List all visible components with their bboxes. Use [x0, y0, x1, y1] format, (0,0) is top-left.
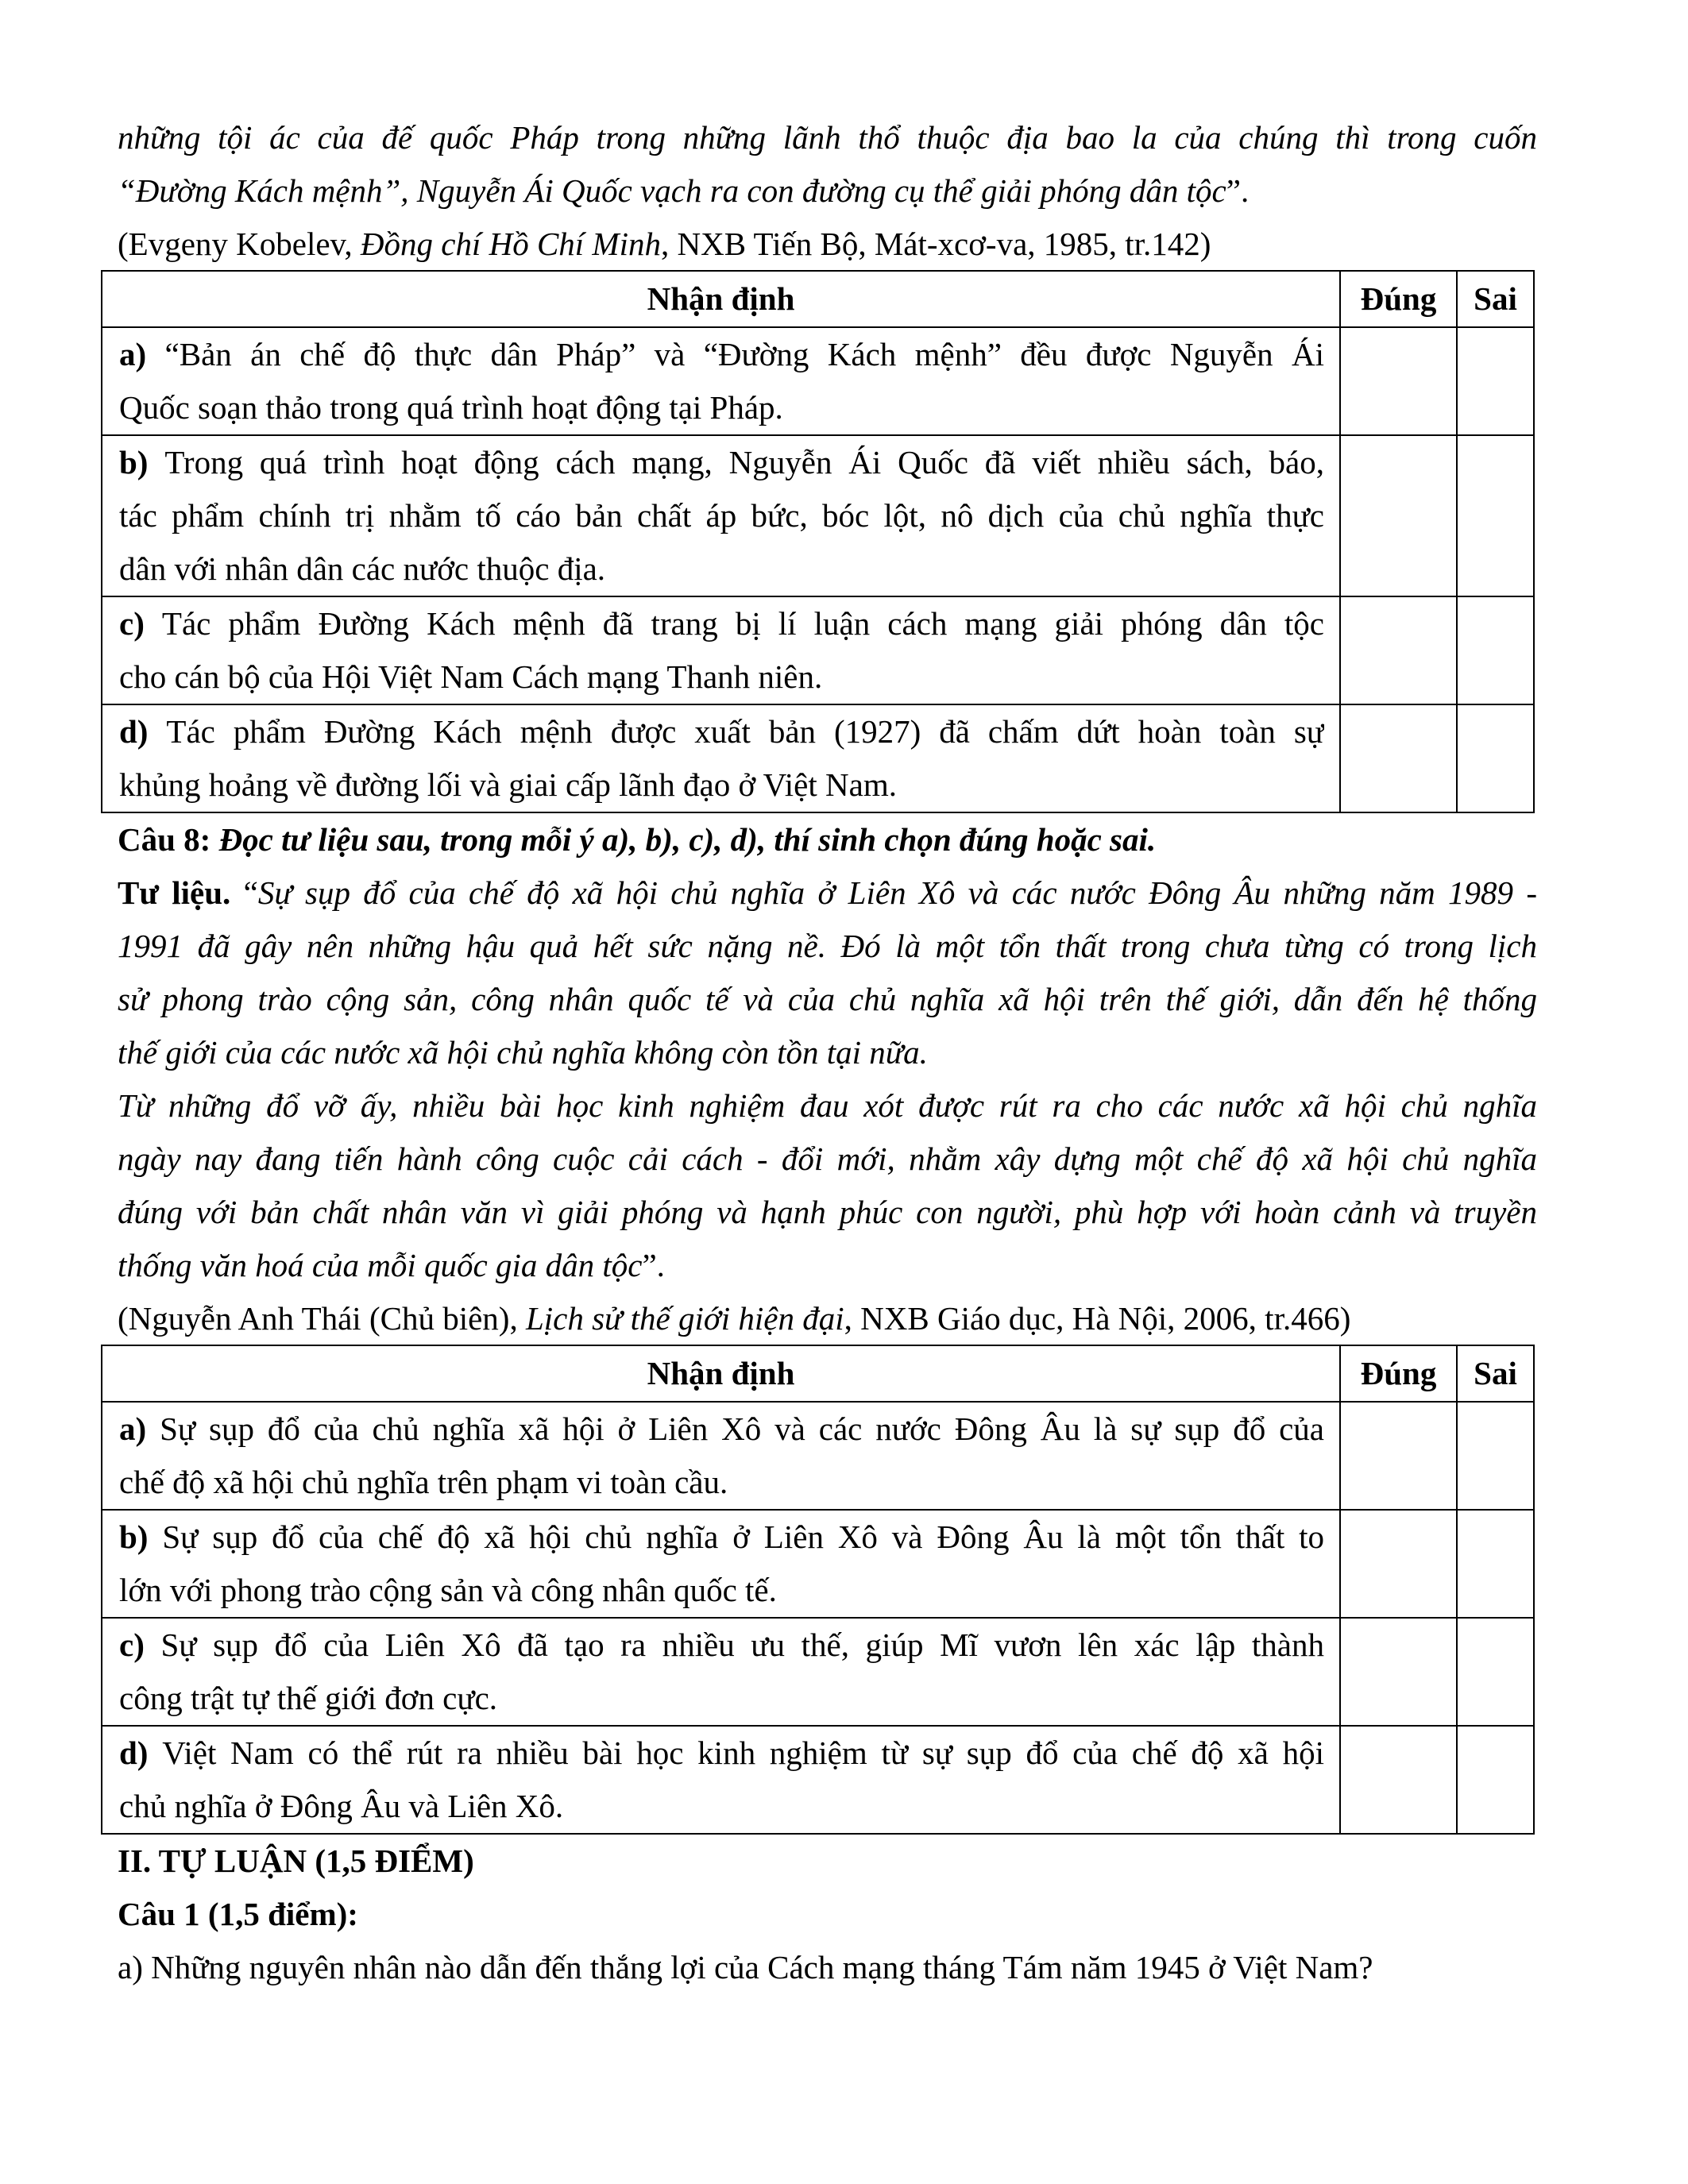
text-line: [119, 436, 1324, 489]
text-segment: Trong quá trình hoạt động cách mạng, Nguyễn Ái Quốc đã viết nhiều sách, báo,: [164, 444, 1324, 480]
text-segment: thế giới của các nước xã hội chủ nghĩa không còn tồn tại nữa.: [118, 1034, 928, 1071]
question-8-title: [118, 813, 1537, 866]
statement-cell: [102, 1726, 1340, 1834]
text-segment: 1991 đã gây nên những hậu quả hết sức nặng nề. Đó là một tổn thất trong chưa từng có trong lịch: [118, 928, 1537, 964]
header-true: Đúng: [1340, 1345, 1457, 1402]
text-line: [118, 1292, 1537, 1345]
text-segment: , NXB Giáo dục, Hà Nội, 2006, tr.466): [844, 1300, 1351, 1337]
true-answer-cell[interactable]: [1340, 596, 1457, 704]
false-answer-cell[interactable]: [1457, 327, 1534, 435]
true-answer-cell[interactable]: [1340, 1618, 1457, 1726]
false-answer-cell[interactable]: [1457, 1726, 1534, 1834]
true-answer-cell[interactable]: [1340, 704, 1457, 812]
text-line: [118, 1079, 1537, 1133]
true-answer-cell[interactable]: [1340, 327, 1457, 435]
text-line: [119, 705, 1324, 758]
text-segment: công trật tự thế giới đơn cực.: [119, 1680, 498, 1716]
statement-cell: [102, 327, 1340, 435]
true-answer-cell[interactable]: [1340, 435, 1457, 596]
text-segment: , NXB Tiến Bộ, Mát-xcơ-va, 1985, tr.142): [660, 226, 1211, 262]
header-true: Đúng: [1340, 271, 1457, 327]
text-segment: cho cán bộ của Hội Việt Nam Cách mạng Thanh niên.: [119, 658, 823, 695]
question-8-source: [118, 866, 1537, 1079]
statement-cell: [102, 704, 1340, 812]
text-segment: Sự sụp đổ của Liên Xô đã tạo ra nhiều ưu thế, giúp Mĩ vươn lên xác lập thành: [160, 1626, 1324, 1663]
text-line: [119, 1672, 1324, 1725]
essay-section-title: II. TỰ LUẬN (1,5 ĐIỂM): [118, 1843, 474, 1879]
text-line: [118, 866, 1537, 920]
text-line: [119, 597, 1324, 650]
false-answer-cell[interactable]: [1457, 1618, 1534, 1726]
text-segment: Sự sụp đổ của chủ nghĩa xã hội ở Liên Xô và các nước Đông Âu là sự sụp đổ của: [160, 1410, 1324, 1447]
text-segment: “Bản án chế độ thực dân Pháp” và “Đường Kách mệnh” đều được Nguyễn Ái: [164, 336, 1324, 372]
statement-cell: [102, 1618, 1340, 1726]
intro-citation: [118, 218, 1537, 271]
text-line: [119, 650, 1324, 704]
header-statement: Nhận định: [102, 1345, 1340, 1402]
text-segment: Đồng chí Hồ Chí Minh: [360, 226, 661, 262]
text-line: [119, 1780, 1324, 1833]
text-segment: khủng hoảng về đường lối và giai cấp lãnh đạo ở Việt Nam.: [119, 766, 897, 803]
text-segment: c): [119, 1626, 161, 1663]
table-header-row: [102, 271, 1534, 327]
essay-question-title: Câu 1 (1,5 điểm):: [118, 1896, 358, 1932]
text-segment: ”.: [642, 1247, 665, 1283]
text-segment: thống văn hoá của mỗi quốc gia dân tộc: [118, 1247, 643, 1283]
text-line: [119, 1564, 1324, 1617]
text-line: [118, 1186, 1537, 1239]
text-line: [119, 1511, 1324, 1564]
text-line: [118, 920, 1537, 973]
table-row: [102, 1618, 1534, 1726]
text-segment: (Evgeny Kobelev,: [118, 226, 361, 262]
text-line: [119, 542, 1324, 596]
false-answer-cell[interactable]: [1457, 1510, 1534, 1618]
table-row: [102, 435, 1534, 596]
text-line: [119, 1619, 1324, 1672]
table-row: [102, 327, 1534, 435]
false-answer-cell[interactable]: [1457, 596, 1534, 704]
text-line: [119, 1456, 1324, 1509]
header-false: Sai: [1457, 1345, 1534, 1402]
text-segment: (Nguyễn Anh Thái (Chủ biên),: [118, 1300, 526, 1337]
text-segment: b): [119, 444, 165, 480]
text-segment: a): [119, 1410, 160, 1447]
table-row: [102, 596, 1534, 704]
text-line: [118, 218, 1537, 271]
text-segment: Lịch sử thế giới hiện đại: [525, 1300, 844, 1337]
text-segment: Sự sụp đổ của chế độ xã hội chủ nghĩa ở Liên Xô và các nước Đông Âu những năm 1989 -: [257, 874, 1537, 911]
text-line: [118, 813, 1537, 866]
table-header-row: [102, 1345, 1534, 1402]
text-segment: c): [119, 605, 162, 642]
text-segment: lớn với phong trào cộng sản và công nhân quốc tế.: [119, 1572, 777, 1608]
text-line: [118, 973, 1537, 1026]
text-segment: Tư liệu.: [118, 874, 244, 911]
text-segment: đúng với bản chất nhân văn vì giải phóng và hạnh phúc con người, phù hợp với hoàn cảnh và truyền: [118, 1194, 1537, 1230]
text-segment: Sự sụp đổ của chế độ xã hội chủ nghĩa ở Liên Xô và Đông Âu là một tổn thất to: [162, 1518, 1324, 1555]
statement-table-q8: [101, 1345, 1535, 1835]
statement-cell: [102, 596, 1340, 704]
false-answer-cell[interactable]: [1457, 435, 1534, 596]
text-line: [118, 164, 1537, 218]
text-segment: Quốc soạn thảo trong quá trình hoạt động tại Pháp.: [119, 389, 783, 426]
statement-cell: [102, 1510, 1340, 1618]
false-answer-cell[interactable]: [1457, 1402, 1534, 1510]
text-segment: Việt Nam có thể rút ra nhiều bài học kinh nghiệm từ sự sụp đổ của chế độ xã hội: [162, 1734, 1324, 1771]
text-line: [118, 1133, 1537, 1186]
text-segment: Đọc tư liệu sau, trong mỗi ý a), b), c), d), thí sinh chọn đúng hoặc sai.: [218, 821, 1157, 858]
table-row: [102, 704, 1534, 812]
text-segment: dân với nhân dân các nước thuộc địa.: [119, 550, 606, 587]
statement-cell: [102, 1402, 1340, 1510]
essay-question-a: a) Những nguyên nhân nào dẫn đến thắng lợi của Cách mạng tháng Tám năm 1945 ở Việt Nam?: [118, 1949, 1373, 1985]
text-line: [118, 1026, 1537, 1079]
table-row: [102, 1726, 1534, 1834]
text-segment: d): [119, 1734, 163, 1771]
text-segment: chế độ xã hội chủ nghĩa trên phạm vi toàn cầu.: [119, 1464, 728, 1500]
text-line: [119, 1403, 1324, 1456]
table-row: [102, 1510, 1534, 1618]
text-line: [119, 381, 1324, 434]
text-segment: Tác phẩm Đường Kách mệnh được xuất bản (1927) đã chấm dứt hoàn toàn sự: [166, 713, 1324, 750]
text-line: [119, 328, 1324, 381]
text-segment: Câu 8:: [118, 821, 219, 858]
statement-table-q7: [101, 270, 1535, 813]
text-segment: sử phong trào cộng sản, công nhân quốc tế và của chủ nghĩa xã hội trên thế giới, dẫn đến hệ thống: [118, 981, 1537, 1017]
true-answer-cell[interactable]: [1340, 1510, 1457, 1618]
text-segment: ”.: [1226, 172, 1250, 209]
text-segment: d): [119, 713, 167, 750]
text-segment: chủ nghĩa ở Đông Âu và Liên Xô.: [119, 1788, 564, 1824]
table-row: [102, 1402, 1534, 1510]
text-line: [119, 1727, 1324, 1780]
text-segment: những tội ác của đế quốc Pháp trong những lãnh thổ thuộc địa bao la của chúng thì trong cuốn: [118, 119, 1537, 156]
question-8-citation: [118, 1292, 1537, 1345]
header-statement: Nhận định: [102, 271, 1340, 327]
text-segment: “: [243, 874, 258, 911]
false-answer-cell[interactable]: [1457, 704, 1534, 812]
text-segment: b): [119, 1518, 163, 1555]
text-segment: tác phẩm chính trị nhằm tố cáo bản chất áp bức, bóc lột, nô dịch của chủ nghĩa thực: [119, 497, 1324, 534]
text-line: [118, 1239, 1537, 1292]
document-page: [118, 111, 1537, 1994]
question-8-source-cont: [118, 1079, 1537, 1292]
statement-cell: [102, 435, 1340, 596]
intro-quote: [118, 111, 1537, 218]
text-line: [118, 111, 1537, 164]
text-segment: “Đường Kách mệnh”, Nguyễn Ái Quốc vạch ra con đường cụ thể giải phóng dân tộc: [118, 172, 1226, 209]
text-segment: ngày nay đang tiến hành công cuộc cải cách - đổi mới, nhằm xây dựng một chế độ xã hội chủ nghĩa: [118, 1140, 1537, 1177]
text-line: [119, 489, 1324, 542]
text-segment: a): [119, 336, 165, 372]
true-answer-cell[interactable]: [1340, 1726, 1457, 1834]
text-line: [119, 758, 1324, 812]
text-segment: Từ những đổ vỡ ấy, nhiều bài học kinh nghiệm đau xót được rút ra cho các nước xã hội chủ nghĩa: [118, 1087, 1537, 1124]
true-answer-cell[interactable]: [1340, 1402, 1457, 1510]
header-false: Sai: [1457, 271, 1534, 327]
text-segment: Tác phẩm Đường Kách mệnh đã trang bị lí luận cách mạng giải phóng dân tộc: [161, 605, 1324, 642]
